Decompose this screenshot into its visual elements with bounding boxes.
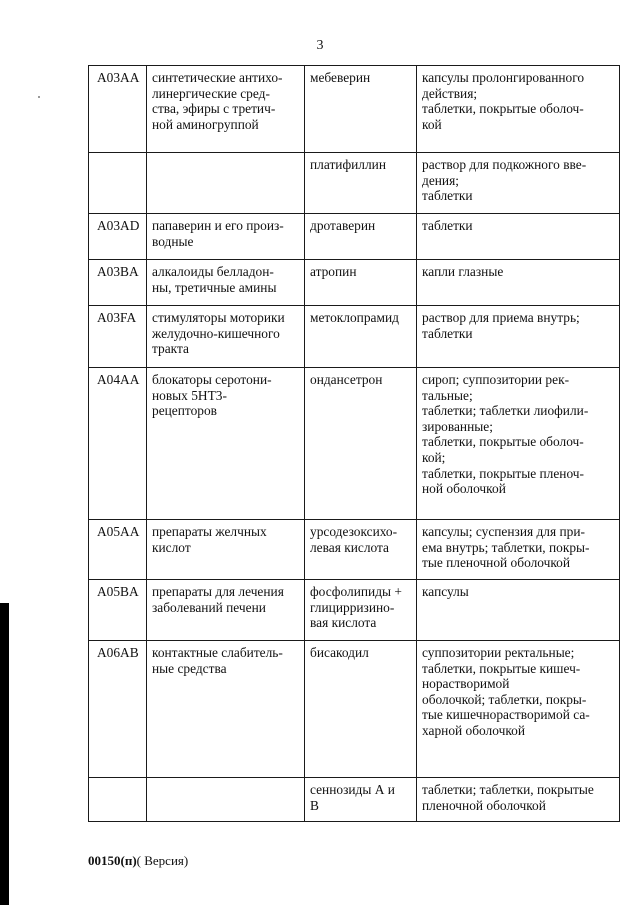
drug-name-cell-text: платифиллин: [310, 157, 387, 172]
pharmacological-group-cell: [147, 66, 305, 153]
dosage-form-cell: [417, 66, 620, 153]
drug-name-cell: [305, 66, 417, 153]
atc-code-cell-text: A05BA: [97, 584, 139, 599]
drug-name-cell: [305, 214, 417, 260]
table-row: [89, 306, 620, 368]
pharmacological-group-cell: [147, 778, 305, 822]
atc-code-cell-text: A05AA: [97, 524, 140, 539]
atc-code-cell-text: A04AA: [97, 372, 140, 387]
pharmacological-group-cell-text: алкалоиды белладон- ны, третичные амины: [152, 264, 277, 295]
pharmacological-group-cell-text: препараты желчных кислот: [152, 524, 267, 555]
atc-code-cell: [89, 778, 147, 822]
drug-name-cell: [305, 520, 417, 580]
footer: [88, 853, 188, 868]
drug-name-cell-text: ондансетрон: [310, 372, 383, 387]
drug-name-cell-text: фосфолипиды + глицирризино- вая кислота: [310, 584, 402, 631]
dosage-form-cell-text: раствор для приема внутрь; таблетки: [422, 310, 580, 341]
dosage-form-cell: [417, 306, 620, 368]
table-body: [89, 66, 620, 822]
pharmacological-group-cell: [147, 641, 305, 778]
drug-name-cell-text: дротаверин: [310, 218, 376, 233]
dosage-form-cell-text: суппозитории ректальные; таблетки, покрытые кишеч- норастворимой оболочкой; таблетки, покры- тые кишечнорастворимой са- харной оболочкой: [422, 645, 590, 738]
dosage-form-cell-text: капсулы: [422, 584, 469, 599]
scan-artifact-dot: [38, 96, 40, 98]
pharmacological-group-cell: [147, 153, 305, 214]
dosage-form-cell-text: раствор для подкожного вве- дения; таблетки: [422, 157, 587, 204]
atc-code-cell: [89, 368, 147, 520]
footer-version: ( Версия): [136, 853, 189, 868]
dosage-form-cell: [417, 260, 620, 306]
atc-code-cell: [89, 214, 147, 260]
atc-code-cell: [89, 306, 147, 368]
atc-code-cell-text: A03BA: [97, 264, 139, 279]
drug-name-cell: [305, 580, 417, 641]
drug-name-cell-text: метоклопрамид: [310, 310, 399, 325]
atc-code-cell-text: A03AD: [97, 218, 140, 233]
drug-classification-table: [88, 65, 620, 822]
pharmacological-group-cell: [147, 368, 305, 520]
drug-name-cell: [305, 368, 417, 520]
drug-name-cell: [305, 306, 417, 368]
dosage-form-cell-text: таблетки; таблетки, покрытые пленочной оболочкой: [422, 782, 594, 813]
footer-doc-number: 00150(п): [88, 853, 137, 868]
dosage-form-cell: [417, 520, 620, 580]
dosage-form-cell: [417, 214, 620, 260]
atc-code-cell: [89, 260, 147, 306]
pharmacological-group-cell: [147, 214, 305, 260]
pharmacological-group-cell: [147, 306, 305, 368]
table-row: [89, 641, 620, 778]
dosage-form-cell: [417, 641, 620, 778]
drug-name-cell: [305, 260, 417, 306]
dosage-form-cell-text: капли глазные: [422, 264, 504, 279]
table-row: [89, 214, 620, 260]
table-row: [89, 153, 620, 214]
dosage-form-cell: [417, 368, 620, 520]
pharmacological-group-cell: [147, 580, 305, 641]
atc-code-cell: [89, 641, 147, 778]
atc-code-cell: [89, 66, 147, 153]
pharmacological-group-cell-text: папаверин и его произ- водные: [152, 218, 284, 249]
dosage-form-cell-text: капсулы пролонгированного действия; таблетки, покрытые оболоч- кой: [422, 70, 585, 132]
table-row: [89, 580, 620, 641]
pharmacological-group-cell-text: стимуляторы моторики желудочно-кишечного тракта: [152, 310, 285, 357]
dosage-form-cell: [417, 580, 620, 641]
pharmacological-group-cell-text: контактные слабитель- ные средства: [152, 645, 283, 676]
pharmacological-group-cell-text: препараты для лечения заболеваний печени: [152, 584, 284, 615]
dosage-form-cell-text: таблетки: [422, 218, 473, 233]
dosage-form-cell-text: капсулы; суспензия для при- ема внутрь; таблетки, покры- тые пленочной оболочкой: [422, 524, 590, 571]
table-row: [89, 520, 620, 580]
table-row: [89, 260, 620, 306]
drug-name-cell-text: бисакодил: [310, 645, 369, 660]
atc-code-cell: [89, 580, 147, 641]
atc-code-cell-text: A03AA: [97, 70, 140, 85]
dosage-form-cell: [417, 153, 620, 214]
pharmacological-group-cell-text: блокаторы серотони- новых 5HT3- рецепторов: [152, 372, 272, 419]
table-row: [89, 778, 620, 822]
atc-code-cell: [89, 153, 147, 214]
atc-code-cell: [89, 520, 147, 580]
atc-code-cell-text: A03FA: [97, 310, 137, 325]
drug-name-cell-text: сеннозиды А и В: [310, 782, 395, 813]
atc-code-cell-text: A06AB: [97, 645, 139, 660]
table-row: [89, 66, 620, 153]
drug-name-cell: [305, 641, 417, 778]
drug-name-cell-text: атропин: [310, 264, 357, 279]
dosage-form-cell: [417, 778, 620, 822]
pharmacological-group-cell: [147, 520, 305, 580]
drug-name-cell-text: урсодезоксихо- левая кислота: [310, 524, 398, 555]
pharmacological-group-cell-text: синтетические антихо- линергические сред- ства, эфиры с третич- ной аминогруппой: [152, 70, 283, 132]
drug-name-cell: [305, 153, 417, 214]
dosage-form-cell-text: сироп; суппозитории рек- тальные; таблетки; таблетки лиофили- зированные; таблетки, покрытые оболоч- кой; таблетки, покрытые пленоч- ной оболочкой: [422, 372, 589, 497]
page-number: 3: [316, 38, 324, 53]
drug-name-cell-text: мебеверин: [310, 70, 371, 85]
table-row: [89, 368, 620, 520]
pharmacological-group-cell: [147, 260, 305, 306]
scan-artifact-edge: [0, 603, 9, 905]
drug-name-cell: [305, 778, 417, 822]
